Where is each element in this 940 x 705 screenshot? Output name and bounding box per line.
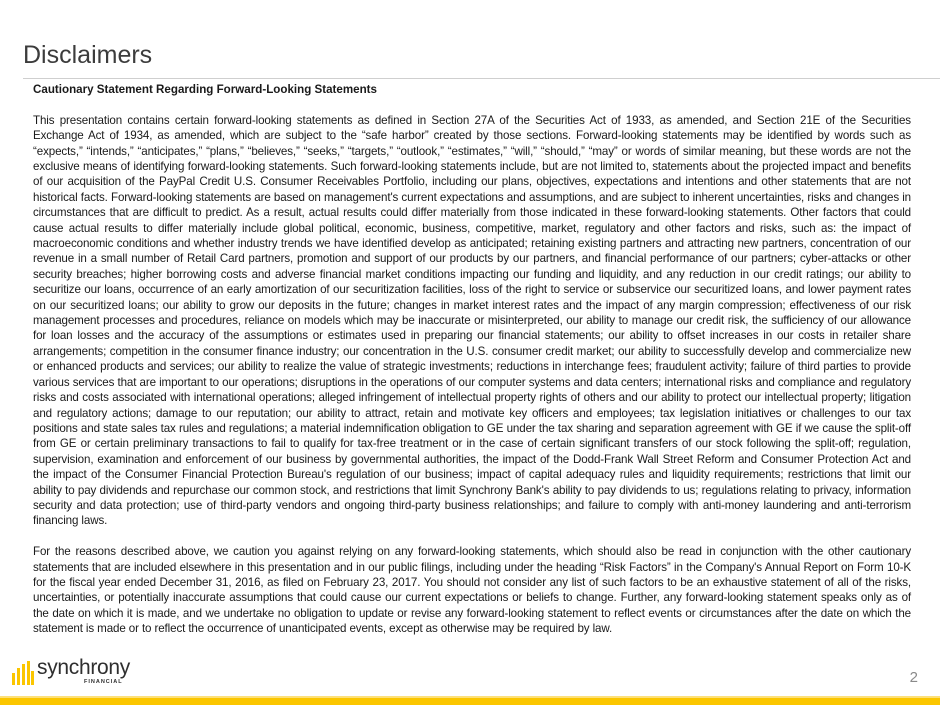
forward-looking-paragraph: This presentation contains certain forward-looking statements as defined in Section 27A of the Securities Act of 1933, as amended, and Section 21E of the Securities Exchange Act of 1934, as amended, which are subject to the “safe harbor” created by those sections. Forward-looking statements may be identified by words such as “expects,” “intends,” “anticipates,” “plans,” “believes,” “seeks,” “targets,” “outlook,” “estimates,” “will,” “should,” “may” or words of similar meaning, but these words are not the exclusive means of identifying forward-looking statements. Such forward-looking statements include, but are not limited to, statements about the projected impact and benefits of our acquisition of the PayPal Credit U.S. Consumer Receivables Portfolio, including our plans, objectives, expectations and intentions and other statements that are not historical facts. Forward-looking statements are based on management's current expectations and assumptions, and are subject to inherent uncertainties, risks and changes in circumstances that are difficult to predict. As a result, actual results could differ materially from those indicated in these forward-looking statements. Other factors that could cause actual results to differ materially include global political, economic, business, competitive, market, regulatory and other factors and risks, such as: the impact of macroeconomic conditions and whether industry trends we have identified develop as anticipated; retaining existing partners and attracting new partners, concentration of our revenue in a small number of Retail Card partners, promotion and support of our products by our partners, and financial performance of our partners; cyber-attacks or other security breaches; higher borrowing costs and adverse financial market conditions impacting our funding and liquidity, and any reduction in our credit ratings; our ability to securitize our loans, occurrence of an early amortization of our securitization facilities, loss of the right to service or subservice our securitized loans, and lower payment rates on our securitized loans; our ability to grow our deposits in the future; changes in market interest rates and the impact of any margin compression; effectiveness of our risk management processes and procedures, reliance on models which may be inaccurate or misinterpreted, our ability to manage our credit risk, the sufficiency of our allowance for loan losses and the accuracy of the assumptions or estimates used in preparing our financial statements; our ability to offset increases in our costs in retailer share arrangements; competition in the consumer finance industry; our concentration in the U.S. consumer credit market; our ability to successfully develop and commercialize new or enhanced products and services; our ability to realize the value of strategic investments; reductions in interchange fees; fraudulent activity; failure of third parties to provide various services that are important to our operations; disruptions in the operations of our computer systems and data centers; international risks and compliance and regulatory risks and costs associated with international operations; alleged infringement of intellectual property rights of others and our ability to protect our intellectual property; litigation and regulatory actions; damage to our reputation; our ability to attract, retain and motivate key officers and employees; tax legislation initiatives or challenges to our tax positions and state sales tax rules and regulations; a material indemnification obligation to GE under the tax sharing and separation agreement with GE if we cause the split-off from GE or certain preliminary transactions to fail to qualify for tax-free treatment or in the case of certain significant transfers of our stock following the split-off; regulation, supervision, examination and enforcement of our business by governmental authorities, the impact of the Dodd-Frank Wall Street Reform and Consumer Protection Act and the impact of the Consumer Financial Protection Bureau's regulation of our business; impact of capital adequacy rules and liquidity requirements; restrictions that limit our ability to pay dividends and repurchase our common stock, and restrictions that limit Synchrony Bank's ability to pay dividends to us; regulations relating to privacy, information security and data protection; use of third-party vendors and ongoing third-party business relationships; and failure to comply with anti-money laundering and anti-terrorism financing laws. bbox=[33, 113, 911, 528]
page-number: 2 bbox=[909, 669, 918, 686]
synchrony-logo-icon bbox=[10, 658, 36, 688]
disclaimer-content bbox=[33, 82, 911, 637]
synchrony-logo bbox=[10, 656, 140, 690]
caution-paragraph: For the reasons described above, we caution you against relying on any forward-looking statements, which should also be read in conjunction with the other cautionary statements that are included elsewhere in this presentation and in our public filings, including under the heading “Risk Factors” in the Company's Annual Report on Form 10-K for the fiscal year ended December 31, 2016, as filed on February 23, 2017. You should not consider any list of such factors to be an exhaustive statement of all of the risks, uncertainties, or potentially inaccurate assumptions that could cause our current expectations or beliefs to change. Further, any forward-looking statement speaks only as of the date on which it is made, and we undertake no obligation to update or revise any forward-looking statement to reflect events or circumstances after the date on which the statement is made or to reflect the occurrence of unanticipated events, except as otherwise may be required by law. bbox=[33, 545, 911, 636]
page-title: Disclaimers bbox=[23, 41, 153, 69]
logo-wordmark: synchrony bbox=[37, 656, 131, 679]
bottom-accent-bar bbox=[0, 696, 940, 705]
section-heading: Cautionary Statement Regarding Forward-Looking Statements bbox=[33, 83, 377, 96]
logo-subtitle: FINANCIAL bbox=[84, 679, 123, 685]
title-divider bbox=[23, 78, 940, 79]
